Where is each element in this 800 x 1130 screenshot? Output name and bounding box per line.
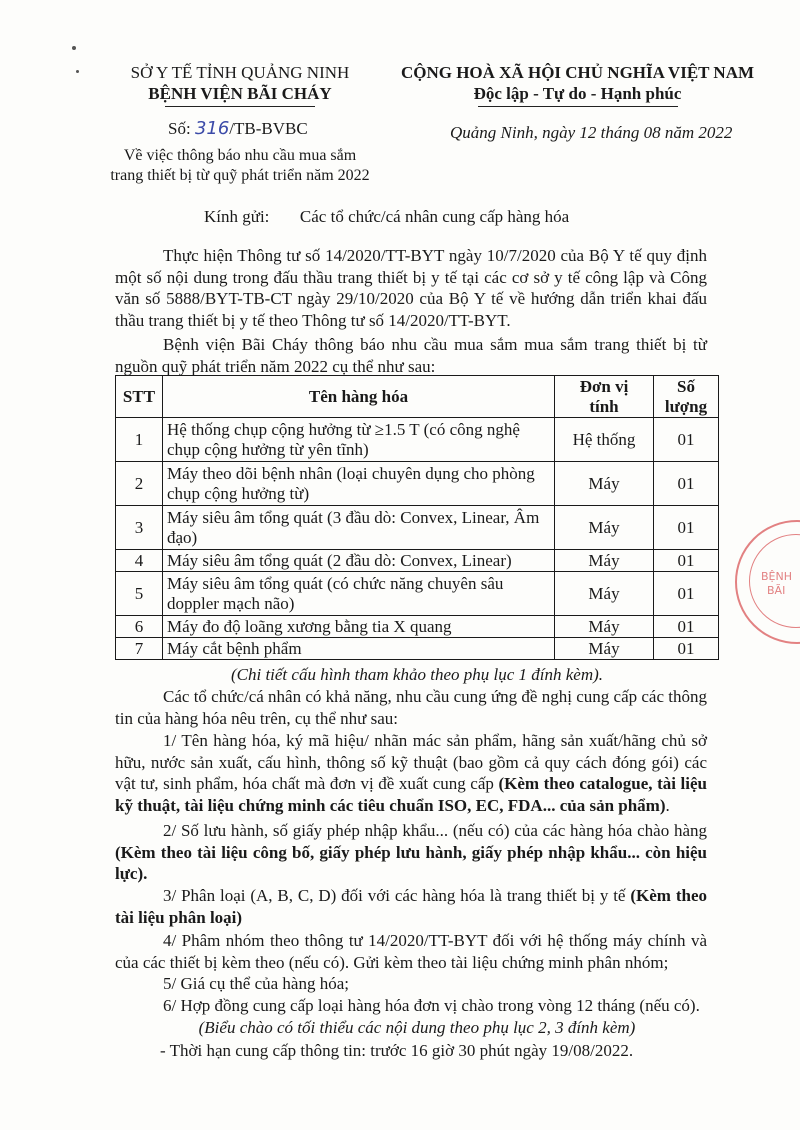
document-date: Quảng Ninh, ngày 12 tháng 08 năm 2022 xyxy=(450,123,733,142)
issuer-department: SỞ Y TẾ TỈNH QUẢNG NINH xyxy=(130,63,350,82)
recipient-line xyxy=(204,206,569,227)
doc-number-suffix: /TB-BVBC xyxy=(229,119,308,138)
table-row xyxy=(116,572,719,616)
document-subject xyxy=(90,146,390,186)
row-unit: Máy xyxy=(555,572,654,616)
doc-number-prefix: Số: xyxy=(168,119,191,138)
row-name: Máy cắt bệnh phẩm xyxy=(163,638,555,660)
table-row xyxy=(116,462,719,506)
issuer-block xyxy=(90,62,390,107)
issuer-underline xyxy=(165,106,315,107)
row-name: Máy đo độ loãng xương bằng tia X quang xyxy=(163,616,555,638)
requirement-2-text: 2/ Số lưu hành, số giấy phép nhập khẩu... (nếu có) của các hàng hóa chào hàng xyxy=(163,821,707,840)
requirement-1 xyxy=(115,730,707,816)
row-stt: 4 xyxy=(116,550,163,572)
row-qty: 01 xyxy=(654,616,719,638)
punch-mark xyxy=(76,70,79,73)
row-qty: 01 xyxy=(654,506,719,550)
stamp-text-2: BÃI xyxy=(767,584,786,597)
row-unit: Máy xyxy=(555,638,654,660)
doc-number-handwritten: 316 xyxy=(194,118,230,139)
requirement-2 xyxy=(115,820,707,885)
header-qty xyxy=(654,376,719,418)
table-row xyxy=(116,506,719,550)
motto-underline xyxy=(478,106,678,107)
goods-table xyxy=(115,375,719,660)
requirement-1-end: . xyxy=(665,795,670,815)
row-unit: Máy xyxy=(555,506,654,550)
header-unit xyxy=(555,376,654,418)
header-qty-line-2: lượng xyxy=(664,396,708,416)
row-stt: 3 xyxy=(116,506,163,550)
row-unit: Máy xyxy=(555,462,654,506)
header-qty-line-1: Số xyxy=(677,376,695,396)
recipient-label: Kính gửi: xyxy=(204,207,270,226)
table-header-row xyxy=(116,376,719,418)
table-row xyxy=(116,638,719,660)
requirements-lead: Các tổ chức/cá nhân có khả năng, nhu cầu cung ứng đề nghị cung cấp các thông tin của hàng hóa nêu trên, cụ thể như sau: xyxy=(115,687,707,728)
issuer-hospital: BỆNH VIỆN BÃI CHÁY xyxy=(148,84,332,103)
row-qty: 01 xyxy=(654,462,719,506)
stamp-text-1: BỆNH xyxy=(761,570,792,583)
punch-mark xyxy=(72,46,76,50)
header-unit-line-2: tính xyxy=(589,396,619,416)
hospital-stamp xyxy=(735,520,800,644)
price-form-note: (Biểu chào có tối thiểu các nội dung theo phụ lục 2, 3 đính kèm) xyxy=(198,1018,636,1037)
row-name: Máy siêu âm tổng quát (có chức năng chuyên sâu doppler mạch não) xyxy=(163,572,555,616)
header-name: Tên hàng hóa xyxy=(163,376,555,418)
national-motto: Độc lập - Tự do - Hạnh phúc xyxy=(473,84,682,103)
row-qty: 01 xyxy=(654,418,719,462)
row-stt: 7 xyxy=(116,638,163,660)
row-qty: 01 xyxy=(654,572,719,616)
subject-line-2: trang thiết bị từ quỹ phát triển năm 2022 xyxy=(110,167,370,184)
row-unit: Máy xyxy=(555,550,654,572)
recipient-value: Các tổ chức/cá nhân cung cấp hàng hóa xyxy=(299,207,570,226)
national-title: CỘNG HOÀ XÃ HỘI CHỦ NGHĨA VIỆT NAM xyxy=(400,63,755,82)
requirement-3 xyxy=(115,885,707,928)
requirement-3-bold: (Kèm theo tài liệu phân loại) xyxy=(115,886,707,927)
header-unit-line-1: Đơn vị xyxy=(579,376,629,396)
requirement-2-bold: (Kèm theo tài liệu công bố, giấy phép lưu hành, giấy phép nhập khẩu... còn hiệu lực). xyxy=(115,842,707,883)
requirement-1-bold: (Kèm theo catalogue, tài liệu kỹ thuật, tài liệu chứng minh các tiêu chuẩn ISO, EC, FDA... của sản phẩm) xyxy=(115,774,707,815)
requirement-1-text: 1/ Tên hàng hóa, ký mã hiệu/ nhãn mác sản phẩm, hãng sản xuất/hãng chủ sở hữu, nước sản xuất, cấu hình, thông số kỹ thuật (bao gồm cả quy cách đóng gói) các vật tư, sinh phẩm, hóa chất mà đơn vị đề xuất cung cấp xyxy=(115,731,707,793)
row-unit: Máy xyxy=(555,616,654,638)
deadline-line: - Thời hạn cung cấp thông tin: trước 16 giờ 30 phút ngày 19/08/2022. xyxy=(160,1041,634,1060)
row-name: Hệ thống chụp cộng hưởng từ ≥1.5 T (có công nghệ chụp cộng hưởng từ yên tĩnh) xyxy=(163,418,555,462)
row-stt: 1 xyxy=(116,418,163,462)
row-stt: 2 xyxy=(116,462,163,506)
national-motto-block xyxy=(380,62,775,107)
row-unit: Hệ thống xyxy=(555,418,654,462)
header-stt: STT xyxy=(116,376,163,418)
table-row xyxy=(116,616,719,638)
row-name: Máy siêu âm tổng quát (3 đầu dò: Convex, Linear, Âm đạo) xyxy=(163,506,555,550)
intro-paragraph-2: Bệnh viện Bãi Cháy thông báo nhu cầu mua sắm mua sắm trang thiết bị từ nguồn quỹ phát triển năm 2022 cụ thể như sau: xyxy=(115,335,707,376)
row-name: Máy theo dõi bệnh nhân (loại chuyên dụng cho phòng chụp cộng hưởng từ) xyxy=(163,462,555,506)
requirement-3-text: 3/ Phân loại (A, B, C, D) đối với các hàng hóa là trang thiết bị y tế xyxy=(163,886,631,905)
requirement-6: 6/ Hợp đồng cung cấp loại hàng hóa đơn vị chào trong vòng 12 tháng (nếu có). xyxy=(163,996,700,1015)
requirement-5: 5/ Giá cụ thể của hàng hóa; xyxy=(163,974,349,993)
row-name: Máy siêu âm tổng quát (2 đầu dò: Convex, Linear) xyxy=(163,550,555,572)
intro-paragraph-1: Thực hiện Thông tư số 14/2020/TT-BYT ngày 10/7/2020 của Bộ Y tế quy định một số nội dung trong đấu thầu trang thiết bị y tế tại các cơ sở y tế công lập và Công văn số 5888/BYT-TB-CT ngày 29/10/2020 của Bộ Y tế về hướng dẫn triển khai đấu thầu trang thiết bị y tế theo Thông tư số 14/2020/TT-BYT. xyxy=(115,246,707,330)
row-stt: 5 xyxy=(116,572,163,616)
subject-line-1: Về việc thông báo nhu cầu mua sắm xyxy=(123,147,357,164)
table-row xyxy=(116,550,719,572)
row-qty: 01 xyxy=(654,638,719,660)
row-qty: 01 xyxy=(654,550,719,572)
document-number xyxy=(168,118,308,139)
requirement-4: 4/ Phâm nhóm theo thông tư 14/2020/TT-BYT đối với hệ thống máy chính và của các thiết bị kèm theo (nếu có). Gửi kèm theo tài liệu chứng minh phân nhóm; xyxy=(115,931,707,972)
table-row xyxy=(116,418,719,462)
table-note: (Chi tiết cấu hình tham khảo theo phụ lục 1 đính kèm). xyxy=(230,665,604,684)
row-stt: 6 xyxy=(116,616,163,638)
